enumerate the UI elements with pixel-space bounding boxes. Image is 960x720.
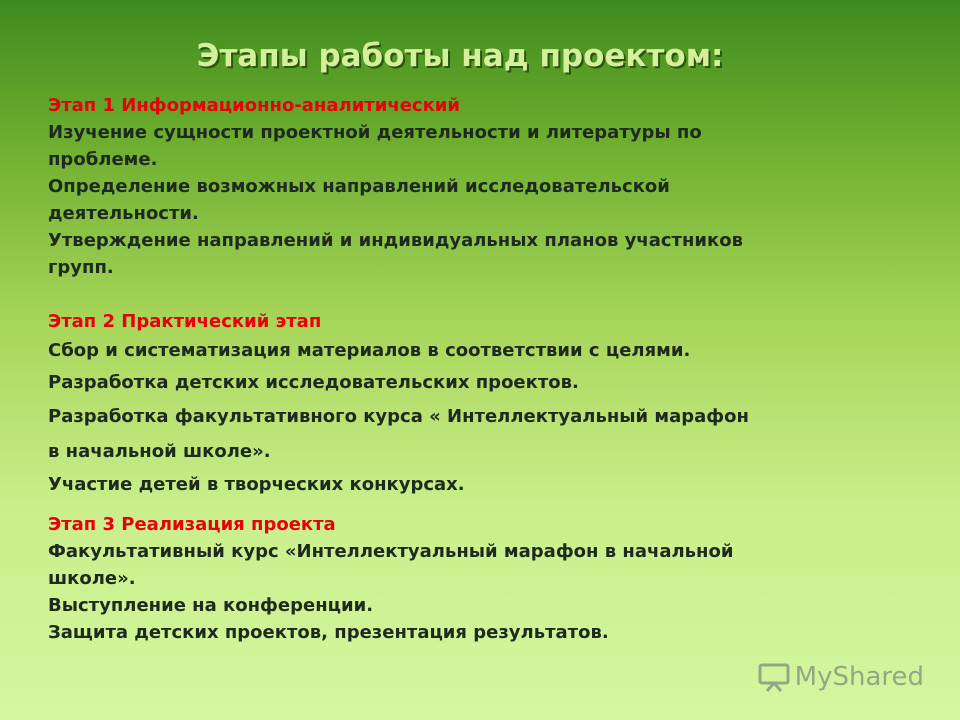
stage-2-line: Сбор и систематизация материалов в соответствии с целями. [48, 340, 691, 361]
stage-1-line: Изучение сущности проектной деятельности и литературы по [48, 122, 702, 143]
stage-1-line: деятельности. [48, 203, 199, 224]
stage-1-line: Утверждение направлений и индивидуальных планов участников [48, 230, 743, 251]
slide-title: Этапы работы над проектом: [196, 38, 724, 74]
stage-2-line: в начальной школе». [48, 441, 271, 462]
stage-2-heading: Этап 2 Практический этап [48, 311, 322, 332]
stage-3-line: Факультативный курс «Интеллектуальный марафон в начальной [48, 541, 734, 562]
stage-1-line: групп. [48, 257, 114, 278]
stage-3-line: Выступление на конференции. [48, 595, 374, 616]
stage-2-line: Разработка факультативного курса « Интеллектуальный марафон [48, 406, 749, 427]
stage-1-line: проблеме. [48, 149, 158, 170]
stage-1 [48, 92, 918, 281]
watermark-logo [757, 662, 924, 692]
stage-3 [48, 511, 918, 646]
stage-2 [48, 308, 918, 501]
stage-1-line: Определение возможных направлений исследовательской [48, 176, 670, 197]
slide-content [48, 92, 918, 646]
stage-2-line: Участие детей в творческих конкурсах. [48, 474, 465, 495]
stage-3-line: Защита детских проектов, презентация результатов. [48, 622, 609, 643]
stage-3-line: школе». [48, 568, 136, 589]
stage-3-heading: Этап 3 Реализация проекта [48, 514, 336, 535]
watermark-text: MyShared [794, 662, 924, 692]
presentation-icon [757, 662, 791, 692]
stage-2-line: Разработка детских исследовательских проектов. [48, 372, 579, 393]
stage-1-heading: Этап 1 Информационно-аналитический [48, 95, 461, 116]
